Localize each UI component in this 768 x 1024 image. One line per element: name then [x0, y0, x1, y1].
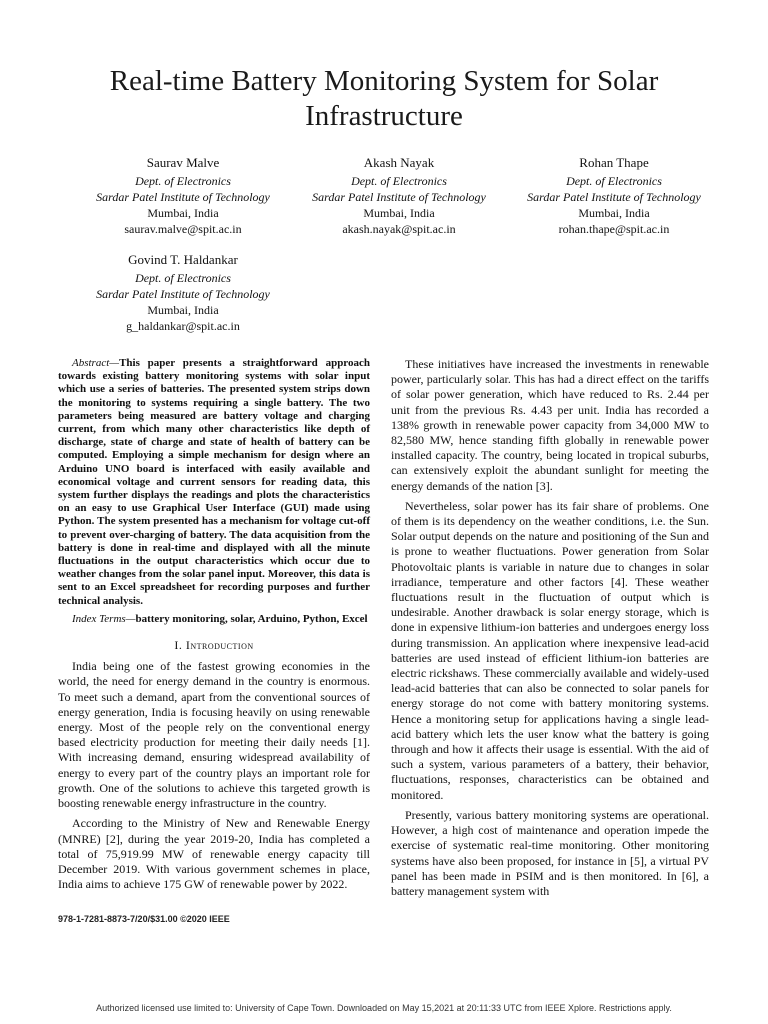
author-block-1: [68, 154, 298, 237]
left-column: [58, 357, 370, 892]
author-email: saurav.malve@spit.ac.in: [124, 222, 242, 236]
author-city: Mumbai, India: [578, 206, 650, 220]
copyright-notice: 978-1-7281-8873-7/20/$31.00 ©2020 IEEE: [58, 914, 230, 924]
license-footer: Authorized licensed use limited to: University of Cape Town. Downloaded on May 15,2021 at 20:11:33 UTC from IEEE Xplore. Restrictions apply.: [96, 1003, 672, 1013]
author-city: Mumbai, India: [147, 303, 219, 317]
abstract: [58, 357, 370, 608]
paragraph: India being one of the fastest growing economies in the world, the need for energy demand in the country is enormous. To meet such a demand, apart from the conventional sources of energy generation, India is focusing heavily on using renewable energy. Most of the people rely on the conventional energy based electricity production for meeting their daily needs [1]. With increasing demand, ensuring widespread availability of energy to every part of the country plays an important role for growth. One of the solutions to achieve this targeted growth is boosting renewable energy infrastructure in the country.: [58, 659, 370, 811]
paragraph: These initiatives have increased the investments in renewable power, particularly solar. This has had a direct effect on the tariffs of solar power generation, which have reduced to Rs. 2.44 per unit from the previous Rs. 4.43 per unit. India has recorded a 138% growth in renewable power capacity from 34,000 MW to 82,580 MW, hence standing fifth globally in renewable power installed capacity. The country, being located in tropical suburbs, can extensively exploit the abundant sunlight for meeting the energy demands of the nation [3].: [391, 357, 709, 493]
author-dept: Dept. of Electronics: [351, 174, 447, 188]
author-email: g_haldankar@spit.ac.in: [126, 319, 240, 333]
abstract-text: This paper presents a straightforward approach towards existing battery monitoring systems with solar input which use a series of batteries. The presented system strips down the monitoring to systems requiring a single battery. The two parameters being measured are battery voltage and charging current, from which many other characteristics like depth of discharge, state of charge and state of health of battery can be computed. Employing a simple mechanism for design where an Arduino UNO board is interfaced with easily available and economical voltage and current sensors for reading data, this system further displays the readings and plots the characteristics on an easy to use Graphical User Interface (GUI) made using Python. The system presented has a mechanism for voltage cut-off to prevent over-charging of battery. The data acquisition from the battery is done in real-time and displayed with all the minute fluctuations in the output characteristics which occur due to weather changes from the solar panel input. Moreover, this data is sent to an Excel spreadsheet for recording purposes and further technical analysis.: [58, 357, 370, 607]
paragraph: Presently, various battery monitoring systems are operational. However, a high cost of maintenance and operation impede the exercise of systematic real-time monitoring. Other monitoring systems have also been proposed, for instance in [5], a virtual PV panel has been made in PSIM and is then monitored. In [6], a battery management system with: [391, 807, 709, 898]
author-institute: Sardar Patel Institute of Technology: [527, 190, 701, 204]
author-dept: Dept. of Electronics: [135, 271, 231, 285]
index-terms-text: battery monitoring, solar, Arduino, Python, Excel: [135, 612, 368, 625]
author-city: Mumbai, India: [147, 206, 219, 220]
paper-title: Real-time Battery Monitoring System for Solar Infrastructure: [109, 65, 659, 132]
index-terms: [58, 613, 370, 626]
author-name: Akash Nayak: [363, 155, 435, 170]
author-block-3: [499, 154, 729, 237]
author-institute: Sardar Patel Institute of Technology: [96, 190, 270, 204]
author-block-4: [68, 251, 298, 334]
author-name: Saurav Malve: [146, 155, 220, 170]
paragraph: Nevertheless, solar power has its fair share of problems. One of them is its dependency on the weather conditions, i.e. the Sun. Solar output depends on the nature and positioning of the Sun and is prone to weather fluctuations. Power generation from Solar Photovoltaic plants is variable in nature due to changes in solar irradiance, temperature and other factors [4]. These weather fluctuations result in the fluctuation of output which is undesirable. Another drawback is solar energy storage, which is done in expensive lithium-ion batteries and undergoes energy loss during transmission. An application where inexpensive lead-acid batteries are used instead of efficient lithium-ion batteries are electric rickshaws. These commercially available and widely-used lead-acid batteries that can also be connected to solar panels for energy storage do not come with battery monitoring systems. Hence a monitoring setup for applications having a single lead-acid battery which lets the user know what the battery is going through and how it affects their usage is essential. With the aid of such a system, various parameters of a battery, their behavior, fluctuations, responses, characteristics can be obtained and monitored.: [391, 498, 709, 802]
author-name: Govind T. Haldankar: [128, 252, 238, 267]
author-block-2: [284, 154, 514, 237]
author-email: rohan.thape@spit.ac.in: [558, 222, 670, 236]
author-dept: Dept. of Electronics: [566, 174, 662, 188]
section-heading: I. Introduction: [174, 638, 254, 653]
author-institute: Sardar Patel Institute of Technology: [96, 287, 270, 301]
index-terms-label: Index Terms—: [72, 612, 136, 625]
author-email: akash.nayak@spit.ac.in: [342, 222, 456, 236]
abstract-label: Abstract—: [72, 357, 120, 369]
right-column: [391, 357, 709, 899]
author-institute: Sardar Patel Institute of Technology: [312, 190, 486, 204]
author-city: Mumbai, India: [363, 206, 435, 220]
author-name: Rohan Thape: [579, 155, 649, 170]
paragraph: According to the Ministry of New and Renewable Energy (MNRE) [2], during the year 2019-20, India has completed a total of 75,919.99 MW of renewable energy capacity till December 2019. With various government schemes in place, India aims to achieve 175 GW of renewable power by 2022.: [58, 816, 370, 892]
author-dept: Dept. of Electronics: [135, 174, 231, 188]
